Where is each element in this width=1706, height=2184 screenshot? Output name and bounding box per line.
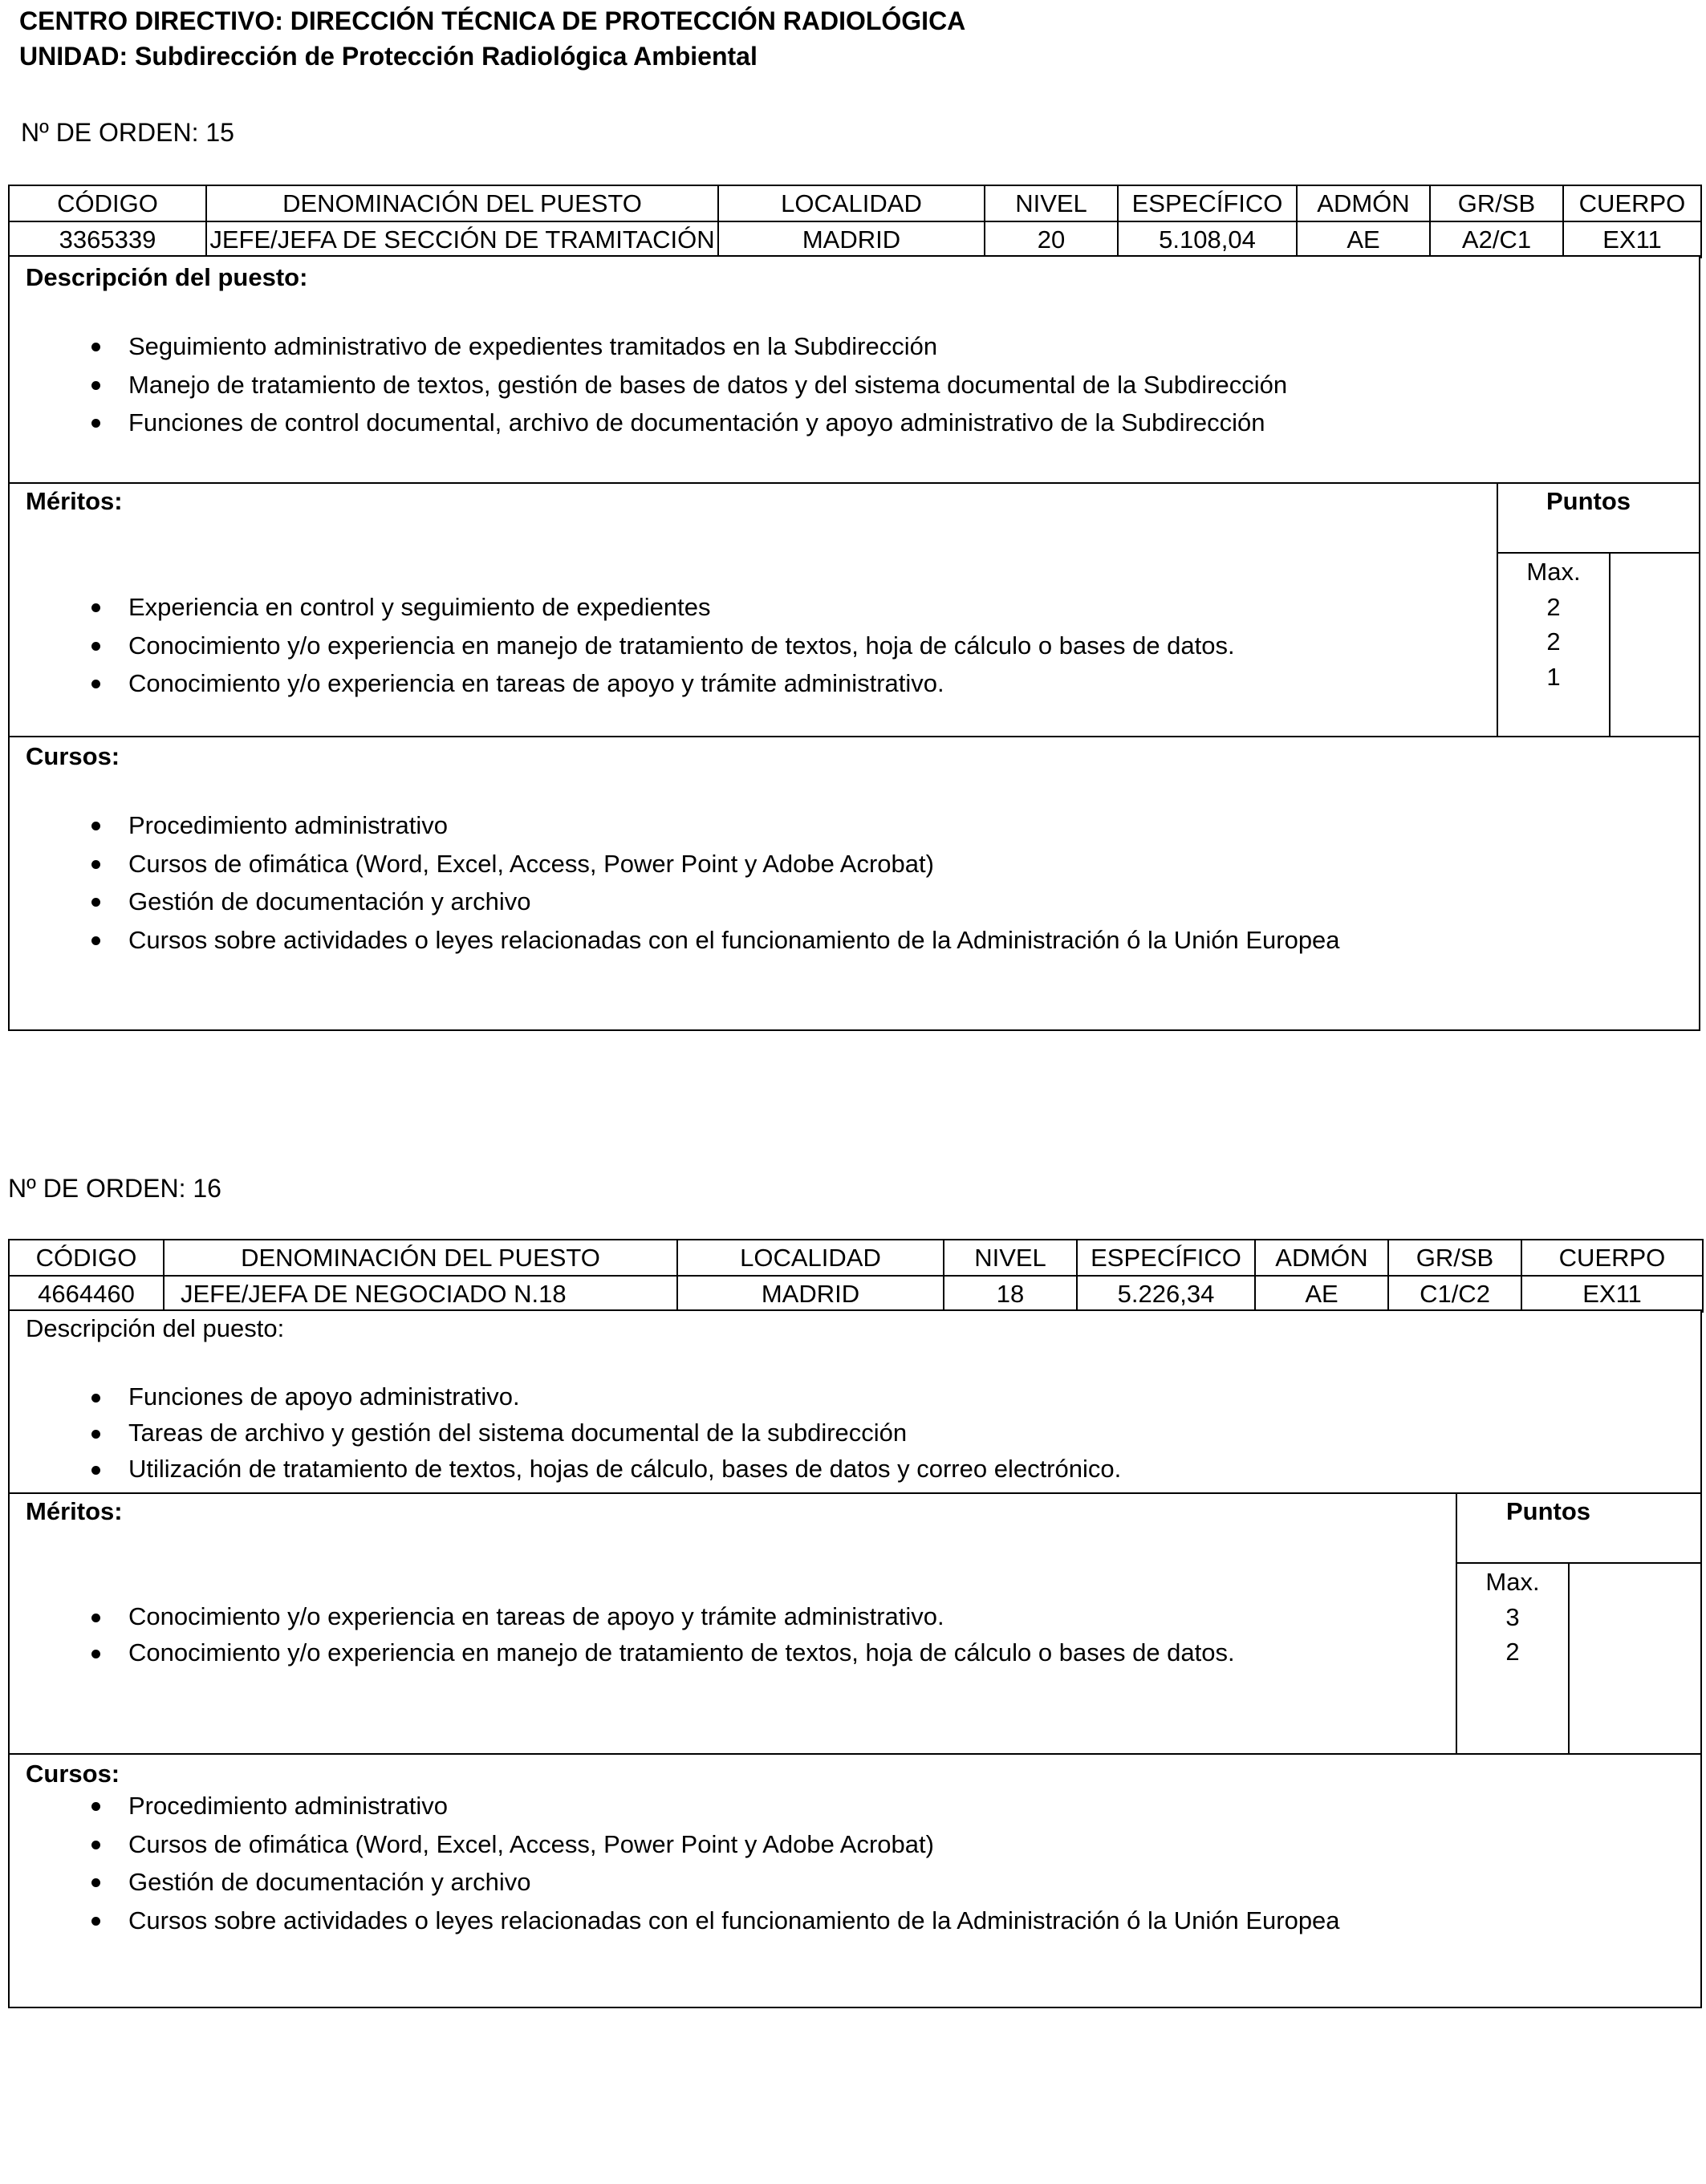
cell-denominacion: JEFE/JEFA DE NEGOCIADO N.18 (164, 1276, 677, 1312)
puntos-values (1457, 1565, 1568, 1670)
col-nivel: NIVEL (944, 1240, 1077, 1276)
col-localidad: LOCALIDAD (677, 1240, 944, 1276)
cell-admon: AE (1297, 221, 1430, 258)
col-codigo: CÓDIGO (9, 185, 206, 221)
cell-admon: AE (1255, 1276, 1388, 1312)
list-item: Cursos sobre actividades o leyes relacionadas con el funcionamiento de la Administración ó la Unión Europea (10, 1902, 1340, 1940)
puntos-value: 1 (1546, 662, 1561, 691)
cell-grsb: C1/C2 (1388, 1276, 1521, 1312)
col-denominacion: DENOMINACIÓN DEL PUESTO (206, 185, 718, 221)
cell-grsb: A2/C1 (1430, 221, 1563, 258)
descripcion-label: Descripción del puesto: (26, 1314, 285, 1342)
list-item: Cursos de ofimática (Word, Excel, Access, Power Point y Adobe Acrobat) (10, 845, 1340, 883)
col-grsb: GR/SB (1388, 1240, 1521, 1276)
col-codigo: CÓDIGO (9, 1240, 164, 1276)
table-header-row (9, 1240, 1703, 1276)
cell-nivel: 18 (944, 1276, 1077, 1312)
table-header-row (9, 185, 1701, 221)
cell-denominacion: JEFE/JEFA DE SECCIÓN DE TRAMITACIÓN (206, 221, 718, 258)
puntos-label: Puntos (1546, 487, 1631, 515)
puesto-15-table (8, 185, 1702, 258)
cell-especifico: 5.226,34 (1077, 1276, 1255, 1312)
list-item: Cursos sobre actividades o leyes relacionadas con el funcionamiento de la Administración ó la Unión Europea (10, 921, 1340, 960)
puntos-header-divider (1456, 1562, 1700, 1564)
table-row (9, 221, 1701, 258)
col-localidad: LOCALIDAD (718, 185, 985, 221)
cell-nivel: 20 (985, 221, 1118, 258)
cursos-label: Cursos: (26, 742, 120, 770)
puntos-inner-divider (1609, 552, 1611, 736)
orden-15: Nº DE ORDEN: 15 (21, 118, 234, 147)
puntos-label: Puntos (1506, 1497, 1591, 1525)
puntos-value: 2 (1546, 592, 1561, 621)
descripcion-label: Descripción del puesto: (26, 263, 308, 291)
cursos-box-15 (8, 736, 1700, 1031)
list-item: Utilización de tratamiento de textos, hojas de cálculo, bases de datos y correo electrónico. (10, 1451, 1121, 1487)
list-item: Conocimiento y/o experiencia en manejo de tratamiento de textos, hoja de cálculo o bases de datos. (10, 1634, 1235, 1670)
list-item: Conocimiento y/o experiencia en tareas de apoyo y trámite administrativo. (10, 664, 1235, 703)
cursos-list (10, 806, 1340, 959)
puntos-header-divider (1497, 552, 1699, 554)
cell-especifico: 5.108,04 (1118, 221, 1297, 258)
puntos-value: 2 (1546, 627, 1561, 656)
list-item: Conocimiento y/o experiencia en manejo de tratamiento de textos, hoja de cálculo o bases de datos. (10, 627, 1235, 665)
cell-codigo: 4664460 (9, 1276, 164, 1312)
max-label: Max. (1526, 558, 1581, 586)
list-item: Manejo de tratamiento de textos, gestión de bases de datos y del sistema documental de la Subdirección (10, 366, 1287, 404)
orden-16: Nº DE ORDEN: 16 (8, 1174, 221, 1203)
cursos-box-16 (8, 1753, 1702, 2008)
list-item: Gestión de documentación y archivo (10, 1863, 1340, 1902)
puntos-value: 3 (1505, 1602, 1520, 1631)
unidad: UNIDAD: Subdirección de Protección Radiológica Ambiental (19, 42, 758, 71)
list-item: Funciones de control documental, archivo de documentación y apoyo administrativo de la Subdirección (10, 404, 1287, 442)
cell-cuerpo: EX11 (1563, 221, 1701, 258)
cell-localidad: MADRID (718, 221, 985, 258)
list-item: Funciones de apoyo administrativo. (10, 1378, 1121, 1415)
col-admon: ADMÓN (1297, 185, 1430, 221)
list-item: Seguimiento administrativo de expedientes tramitados en la Subdirección (10, 327, 1287, 366)
list-item: Procedimiento administrativo (10, 806, 1340, 845)
descripcion-list (10, 1378, 1121, 1487)
max-label: Max. (1485, 1568, 1540, 1596)
puntos-values (1498, 554, 1609, 694)
cursos-list (10, 1787, 1340, 1939)
list-item: Cursos de ofimática (Word, Excel, Access, Power Point y Adobe Acrobat) (10, 1825, 1340, 1864)
list-item: Tareas de archivo y gestión del sistema documental de la subdirección (10, 1415, 1121, 1451)
col-admon: ADMÓN (1255, 1240, 1388, 1276)
col-denominacion: DENOMINACIÓN DEL PUESTO (164, 1240, 677, 1276)
meritos-label: Méritos: (26, 487, 123, 515)
cell-codigo: 3365339 (9, 221, 206, 258)
puntos-inner-divider (1568, 1562, 1570, 1753)
descripcion-box-16 (8, 1309, 1702, 1494)
meritos-label: Méritos: (26, 1497, 123, 1525)
list-item: Experiencia en control y seguimiento de expedientes (10, 588, 1235, 627)
col-nivel: NIVEL (985, 185, 1118, 221)
descripcion-box-15 (8, 255, 1700, 484)
meritos-box-16 (8, 1492, 1702, 1755)
meritos-list (10, 588, 1235, 703)
table-row (9, 1276, 1703, 1312)
descripcion-list (10, 327, 1287, 442)
meritos-box-15 (8, 482, 1700, 737)
cell-cuerpo: EX11 (1521, 1276, 1703, 1312)
centro-directivo: CENTRO DIRECTIVO: DIRECCIÓN TÉCNICA DE PROTECCIÓN RADIOLÓGICA (19, 6, 966, 35)
puesto-16-table (8, 1239, 1704, 1313)
col-grsb: GR/SB (1430, 185, 1563, 221)
cell-localidad: MADRID (677, 1276, 944, 1312)
col-cuerpo: CUERPO (1521, 1240, 1703, 1276)
meritos-list (10, 1598, 1235, 1670)
col-especifico: ESPECÍFICO (1118, 185, 1297, 221)
list-item: Procedimiento administrativo (10, 1787, 1340, 1825)
cursos-label: Cursos: (26, 1760, 120, 1788)
col-especifico: ESPECÍFICO (1077, 1240, 1255, 1276)
col-cuerpo: CUERPO (1563, 185, 1701, 221)
list-item: Conocimiento y/o experiencia en tareas de apoyo y trámite administrativo. (10, 1598, 1235, 1634)
list-item: Gestión de documentación y archivo (10, 883, 1340, 921)
puntos-value: 2 (1505, 1638, 1520, 1666)
